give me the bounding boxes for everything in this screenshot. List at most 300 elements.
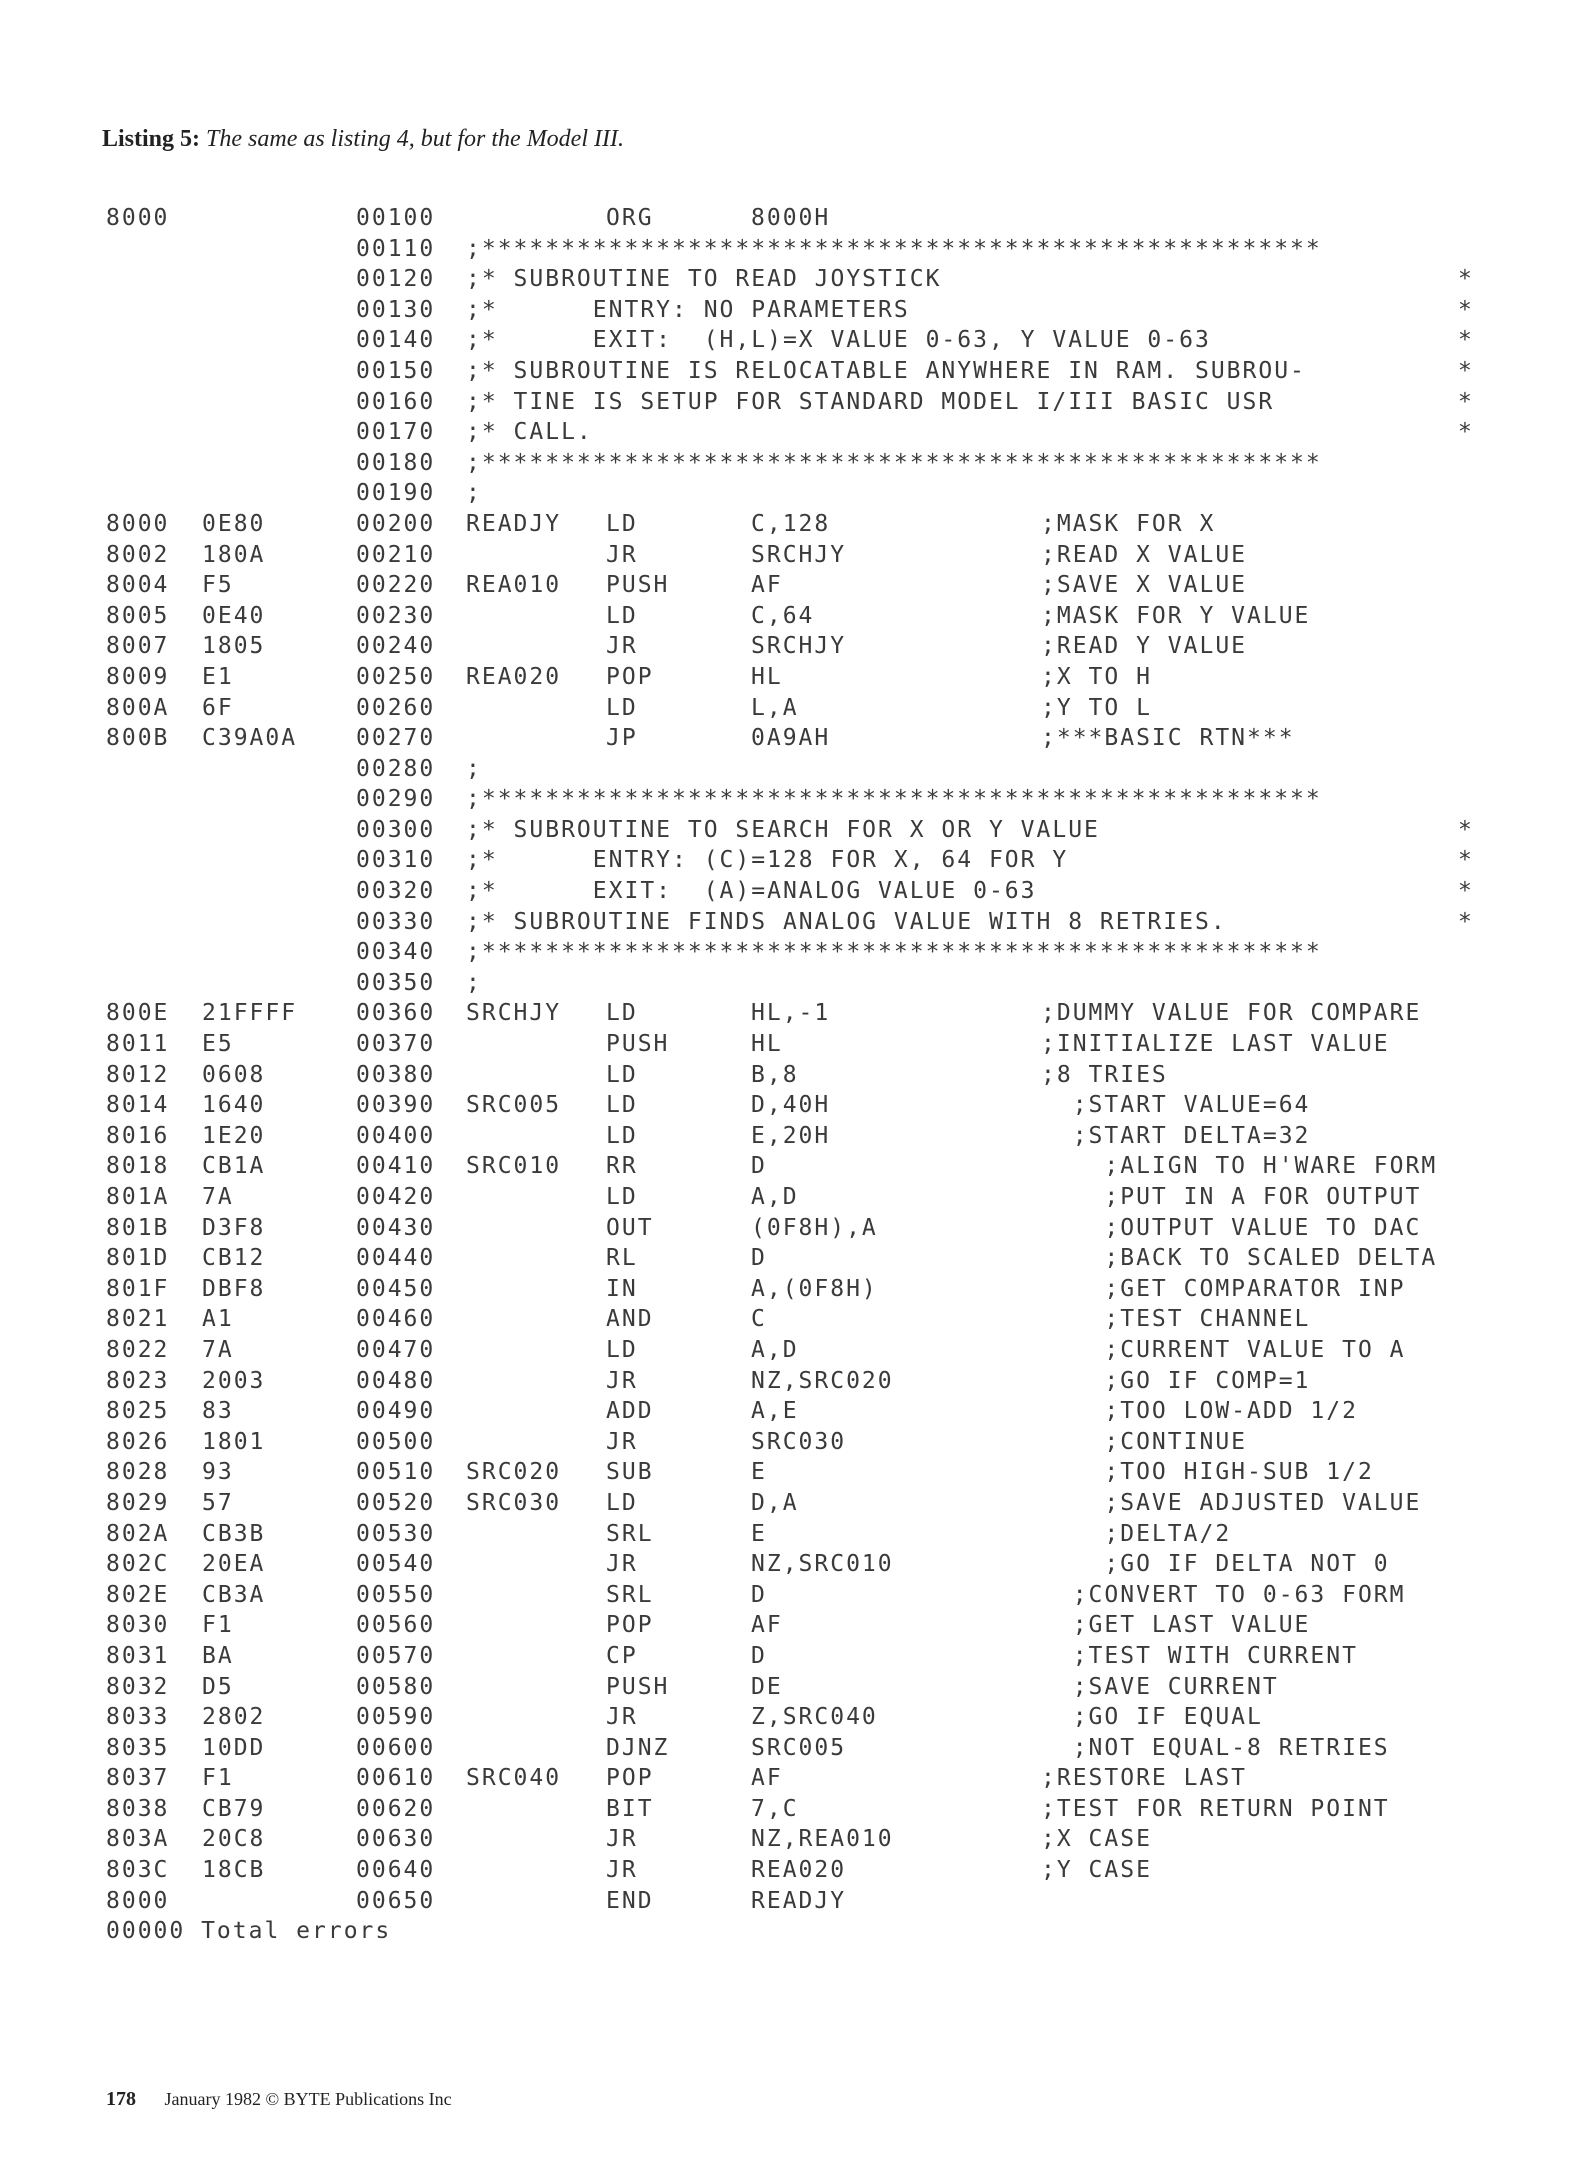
line-operand: C,128: [751, 510, 831, 537]
listing-line: [106, 570, 1506, 601]
listing-line: [106, 1121, 1506, 1152]
line-object-code: 1805: [202, 633, 266, 660]
line-label: REA020: [466, 663, 562, 690]
comment-block: ;* ENTRY: NO PARAMETERS: [466, 296, 910, 323]
line-number: 00210: [356, 541, 436, 568]
line-object-code: 10DD: [202, 1734, 266, 1761]
line-comment: ;RESTORE LAST: [1041, 1765, 1248, 1792]
caption-text: The same as listing 4, but for the Model III.: [206, 126, 624, 152]
line-object-code: 21FFFF: [202, 1000, 298, 1027]
comment-border-star: *: [1458, 816, 1474, 843]
line-number: 00520: [356, 1489, 436, 1516]
line-address: 8005: [106, 602, 170, 629]
line-operand: HL,-1: [751, 1000, 831, 1027]
line-operand: NZ,REA010: [751, 1826, 894, 1853]
comment-block: ;* EXIT: (A)=ANALOG VALUE 0-63: [466, 878, 1037, 905]
comment-block: ;* ENTRY: (C)=128 FOR X, 64 FOR Y: [466, 847, 1069, 874]
listing-line: [106, 845, 1506, 876]
line-operand: C,64: [751, 602, 815, 629]
comment-border-star: *: [1458, 847, 1474, 874]
page-footer: [106, 2088, 452, 2111]
line-operand: READJY: [751, 1887, 847, 1914]
line-number: 00380: [356, 1061, 436, 1088]
line-opcode: JR: [606, 1428, 638, 1455]
listing-line: [106, 1580, 1506, 1611]
listing-line: [106, 1427, 1506, 1458]
listing-line: [106, 1274, 1506, 1305]
line-number: 00650: [356, 1887, 436, 1914]
line-address: 801D: [106, 1245, 170, 1272]
line-address: 8009: [106, 663, 170, 690]
line-number: 00200: [356, 510, 436, 537]
line-number: 00130: [356, 296, 436, 323]
listing-line: [106, 1182, 1506, 1213]
line-comment: ;OUTPUT VALUE TO DAC: [1041, 1214, 1422, 1241]
line-address: 8014: [106, 1092, 170, 1119]
line-opcode: SRL: [606, 1520, 654, 1547]
listing-line: [106, 876, 1506, 907]
line-number: 00510: [356, 1459, 436, 1486]
line-operand: AF: [751, 1765, 783, 1792]
line-opcode: END: [606, 1887, 654, 1914]
line-opcode: POP: [606, 1612, 654, 1639]
line-address: 8018: [106, 1153, 170, 1180]
line-operand: REA020: [751, 1857, 847, 1884]
line-number: 00580: [356, 1673, 436, 1700]
listing-line: [106, 509, 1506, 540]
line-object-code: E5: [202, 1031, 234, 1058]
line-label: REA010: [466, 572, 562, 599]
comment-block: ;*****************************************************: [466, 786, 1322, 813]
line-object-code: CB79: [202, 1795, 266, 1822]
line-number: 00460: [356, 1306, 436, 1333]
line-address: 8007: [106, 633, 170, 660]
line-object-code: DBF8: [202, 1275, 266, 1302]
line-object-code: E1: [202, 663, 234, 690]
line-number: 00630: [356, 1826, 436, 1853]
line-opcode: ADD: [606, 1398, 654, 1425]
line-object-code: 1640: [202, 1092, 266, 1119]
line-comment: ;SAVE ADJUSTED VALUE: [1041, 1489, 1422, 1516]
listing-line: [106, 1396, 1506, 1427]
line-object-code: 83: [202, 1398, 234, 1425]
line-object-code: F1: [202, 1765, 234, 1792]
listing-line: [106, 1029, 1506, 1060]
line-address: 8011: [106, 1031, 170, 1058]
line-opcode: LD: [606, 1092, 638, 1119]
line-label: SRC030: [466, 1489, 562, 1516]
comment-block: ;* SUBROUTINE IS RELOCATABLE ANYWHERE IN RAM. SUBROU-: [466, 357, 1306, 384]
line-address: 8038: [106, 1795, 170, 1822]
line-comment: ;DELTA/2: [1041, 1520, 1232, 1547]
line-comment: ;TOO LOW-ADD 1/2: [1041, 1398, 1358, 1425]
line-object-code: 1801: [202, 1428, 266, 1455]
listing-line: [106, 203, 1506, 234]
listing-line: [106, 234, 1506, 265]
line-operand: E: [751, 1520, 767, 1547]
listing-line: [106, 295, 1506, 326]
listing-line: [106, 1672, 1506, 1703]
line-address: 801A: [106, 1184, 170, 1210]
line-number: 00500: [356, 1428, 436, 1455]
line-operand: D,40H: [751, 1092, 831, 1119]
line-number: 00530: [356, 1520, 436, 1547]
line-address: 8016: [106, 1122, 170, 1149]
comment-block: ;: [466, 480, 482, 507]
listing-line: [106, 1090, 1506, 1121]
listing-line: [106, 815, 1506, 846]
line-object-code: D5: [202, 1673, 234, 1700]
comment-border-star: *: [1458, 266, 1474, 293]
line-address: 8026: [106, 1428, 170, 1455]
listing-line: [106, 1335, 1506, 1366]
line-comment: ;SAVE X VALUE: [1041, 572, 1248, 599]
listing-line: [106, 631, 1506, 662]
comment-border-star: *: [1458, 908, 1474, 935]
comment-block: ;* SUBROUTINE TO SEARCH FOR X OR Y VALUE: [466, 816, 1100, 843]
line-opcode: OUT: [606, 1214, 654, 1241]
line-address: 8002: [106, 541, 170, 568]
error-summary-text: 00000 Total errors: [106, 1918, 392, 1945]
line-comment: ;BACK TO SCALED DELTA: [1041, 1245, 1438, 1272]
line-address: 800E: [106, 1000, 170, 1027]
line-opcode: RR: [606, 1153, 638, 1180]
line-number: 00550: [356, 1581, 436, 1608]
line-address: 801B: [106, 1214, 170, 1241]
comment-block: ;* TINE IS SETUP FOR STANDARD MODEL I/III BASIC USR: [466, 388, 1275, 415]
line-opcode: RL: [606, 1245, 638, 1272]
listing-line: [106, 478, 1506, 509]
line-number: 00640: [356, 1857, 436, 1884]
line-opcode: POP: [606, 663, 654, 690]
line-comment: ;TEST WITH CURRENT: [1041, 1642, 1358, 1669]
footer-text: January 1982 © BYTE Publications Inc: [164, 2089, 452, 2109]
line-object-code: 180A: [202, 541, 266, 568]
line-label: READJY: [466, 510, 562, 537]
line-number: 00600: [356, 1734, 436, 1761]
line-operand: D: [751, 1153, 767, 1180]
line-operand: NZ,SRC020: [751, 1367, 894, 1394]
listing-line: [106, 1060, 1506, 1091]
line-address: 802C: [106, 1551, 170, 1578]
line-opcode: AND: [606, 1306, 654, 1333]
line-number: 00190: [356, 480, 436, 507]
listing-line: [106, 448, 1506, 479]
listing-line: [106, 1855, 1506, 1886]
line-address: 803A: [106, 1826, 170, 1853]
line-comment: ;GO IF COMP=1: [1041, 1367, 1311, 1394]
line-number: 00260: [356, 694, 436, 721]
line-comment: ;PUT IN A FOR OUTPUT: [1041, 1184, 1422, 1210]
listing-line: [106, 1886, 1506, 1917]
line-number: 00410: [356, 1153, 436, 1180]
line-number: 00100: [356, 205, 436, 231]
listing-line: [106, 540, 1506, 571]
line-operand: 7,C: [751, 1795, 799, 1822]
line-operand: A,D: [751, 1336, 799, 1363]
line-address: 8022: [106, 1336, 170, 1363]
line-opcode: LD: [606, 694, 638, 721]
line-comment: ;8 TRIES: [1041, 1061, 1168, 1088]
line-operand: SRC030: [751, 1428, 847, 1455]
listing-line: [106, 968, 1506, 999]
line-number: 00560: [356, 1612, 436, 1639]
line-opcode: PUSH: [606, 1673, 670, 1700]
line-address: 8012: [106, 1061, 170, 1088]
listing-line: [106, 1304, 1506, 1335]
line-address: 803C: [106, 1857, 170, 1884]
line-operand: B,8: [751, 1061, 799, 1088]
line-address: 8025: [106, 1398, 170, 1425]
listing-line: [106, 264, 1506, 295]
line-number: 00180: [356, 449, 436, 476]
line-opcode: LD: [606, 1336, 638, 1363]
line-label: SRC005: [466, 1092, 562, 1119]
line-opcode: JR: [606, 1704, 638, 1731]
comment-border-star: *: [1458, 327, 1474, 354]
line-operand: NZ,SRC010: [751, 1551, 894, 1578]
line-operand: D: [751, 1642, 767, 1669]
line-opcode: LD: [606, 1489, 638, 1516]
line-number: 00390: [356, 1092, 436, 1119]
line-object-code: CB3A: [202, 1581, 266, 1608]
line-number: 00420: [356, 1184, 436, 1210]
comment-block: ;*****************************************************: [466, 449, 1322, 476]
line-comment: ;***BASIC RTN***: [1041, 725, 1295, 752]
comment-block: ;: [466, 755, 482, 782]
line-number: 00280: [356, 755, 436, 782]
line-opcode: POP: [606, 1765, 654, 1792]
listing-line: [106, 937, 1506, 968]
line-opcode: LD: [606, 1000, 638, 1027]
line-opcode: SUB: [606, 1459, 654, 1486]
line-address: 8004: [106, 572, 170, 599]
line-operand: A,E: [751, 1398, 799, 1425]
line-operand: HL: [751, 663, 783, 690]
line-address: 8028: [106, 1459, 170, 1486]
caption-label: Listing 5:: [102, 126, 201, 152]
line-number: 00320: [356, 878, 436, 905]
line-number: 00340: [356, 939, 436, 966]
line-opcode: PUSH: [606, 1031, 670, 1058]
comment-block: ;* SUBROUTINE TO READ JOYSTICK: [466, 266, 942, 293]
line-operand: E: [751, 1459, 767, 1486]
line-object-code: 20EA: [202, 1551, 266, 1578]
line-object-code: C39A0A: [202, 725, 298, 752]
line-opcode: JR: [606, 1551, 638, 1578]
line-number: 00480: [356, 1367, 436, 1394]
line-comment: ;CURRENT VALUE TO A: [1041, 1336, 1406, 1363]
listing-line: [106, 662, 1506, 693]
line-object-code: 0E40: [202, 602, 266, 629]
comment-border-star: *: [1458, 878, 1474, 905]
line-address: 8037: [106, 1765, 170, 1792]
listing-line: [106, 1151, 1506, 1182]
listing-line: [106, 1366, 1506, 1397]
line-opcode: SRL: [606, 1581, 654, 1608]
line-comment: ;SAVE CURRENT: [1041, 1673, 1279, 1700]
line-opcode: LD: [606, 1122, 638, 1149]
line-number: 00160: [356, 388, 436, 415]
listing-line: [106, 1519, 1506, 1550]
line-operand: HL: [751, 1031, 783, 1058]
line-number: 00360: [356, 1000, 436, 1027]
line-opcode: LD: [606, 602, 638, 629]
line-label: SRCHJY: [466, 1000, 562, 1027]
line-address: 8023: [106, 1367, 170, 1394]
line-number: 00470: [356, 1336, 436, 1363]
listing-line: [106, 723, 1506, 754]
line-number: 00620: [356, 1795, 436, 1822]
listing-line: [106, 784, 1506, 815]
line-label: SRC040: [466, 1765, 562, 1792]
line-object-code: A1: [202, 1306, 234, 1333]
line-number: 00350: [356, 969, 436, 996]
listing-line: [106, 1213, 1506, 1244]
comment-block: ;* SUBROUTINE FINDS ANALOG VALUE WITH 8 RETRIES.: [466, 908, 1227, 935]
line-object-code: CB3B: [202, 1520, 266, 1547]
error-summary: [106, 1916, 1506, 1947]
line-address: 8000: [106, 510, 170, 537]
line-number: 00450: [356, 1275, 436, 1302]
line-operand: C: [751, 1306, 767, 1333]
line-address: 8031: [106, 1642, 170, 1669]
listing-line: [106, 1794, 1506, 1825]
line-object-code: F5: [202, 572, 234, 599]
line-operand: A,(0F8H): [751, 1275, 878, 1302]
line-number: 00610: [356, 1765, 436, 1792]
listing-line: [106, 387, 1506, 418]
line-operand: AF: [751, 572, 783, 599]
line-number: 00250: [356, 663, 436, 690]
listing-line: [106, 1763, 1506, 1794]
comment-border-star: *: [1458, 419, 1474, 446]
listing-line: [106, 325, 1506, 356]
line-comment: ;X TO H: [1041, 663, 1152, 690]
line-comment: ;NOT EQUAL-8 RETRIES: [1041, 1734, 1390, 1761]
line-comment: ;READ Y VALUE: [1041, 633, 1248, 660]
line-opcode: JR: [606, 1367, 638, 1394]
line-object-code: F1: [202, 1612, 234, 1639]
line-comment: ;GO IF DELTA NOT 0: [1041, 1551, 1390, 1578]
line-number: 00220: [356, 572, 436, 599]
line-opcode: BIT: [606, 1795, 654, 1822]
line-object-code: 57: [202, 1489, 234, 1516]
line-number: 00110: [356, 235, 436, 262]
line-object-code: 7A: [202, 1184, 234, 1210]
line-opcode: JR: [606, 1826, 638, 1853]
line-number: 00170: [356, 419, 436, 446]
line-object-code: 1E20: [202, 1122, 266, 1149]
line-operand: 8000H: [751, 205, 831, 231]
line-number: 00270: [356, 725, 436, 752]
line-number: 00490: [356, 1398, 436, 1425]
line-comment: ;TEST CHANNEL: [1041, 1306, 1311, 1333]
line-comment: ;TEST FOR RETURN POINT: [1041, 1795, 1390, 1822]
line-object-code: 20C8: [202, 1826, 266, 1853]
line-object-code: D3F8: [202, 1214, 266, 1241]
line-opcode: LD: [606, 1184, 638, 1210]
listing-line: [106, 1457, 1506, 1488]
line-address: 802E: [106, 1581, 170, 1608]
line-operand: E,20H: [751, 1122, 831, 1149]
line-comment: ;CONTINUE: [1041, 1428, 1248, 1455]
line-object-code: CB12: [202, 1245, 266, 1272]
line-opcode: DJNZ: [606, 1734, 670, 1761]
line-operand: SRCHJY: [751, 541, 847, 568]
listing-line: [106, 1610, 1506, 1641]
listing-line: [106, 693, 1506, 724]
assembly-listing: [106, 203, 1506, 1947]
line-address: 8032: [106, 1673, 170, 1700]
listing-line: [106, 998, 1506, 1029]
page-number: 178: [106, 2088, 136, 2110]
line-number: 00300: [356, 816, 436, 843]
listing-line: [106, 1824, 1506, 1855]
line-opcode: JP: [606, 725, 638, 752]
line-operand: (0F8H),A: [751, 1214, 878, 1241]
line-operand: SRC005: [751, 1734, 847, 1761]
comment-border-star: *: [1458, 388, 1474, 415]
line-object-code: 2802: [202, 1704, 266, 1731]
line-number: 00430: [356, 1214, 436, 1241]
line-address: 8033: [106, 1704, 170, 1731]
comment-block: ;* CALL.: [466, 419, 593, 446]
listing-line: [106, 1702, 1506, 1733]
line-comment: ;INITIALIZE LAST VALUE: [1041, 1031, 1390, 1058]
line-comment: ;GET COMPARATOR INP: [1041, 1275, 1406, 1302]
listing-caption: [102, 126, 624, 153]
line-comment: ;DUMMY VALUE FOR COMPARE: [1041, 1000, 1422, 1027]
line-number: 00400: [356, 1122, 436, 1149]
line-number: 00570: [356, 1642, 436, 1669]
line-object-code: 6F: [202, 694, 234, 721]
line-number: 00120: [356, 266, 436, 293]
line-number: 00230: [356, 602, 436, 629]
line-comment: ;GET LAST VALUE: [1041, 1612, 1311, 1639]
line-number: 00330: [356, 908, 436, 935]
comment-block: ;: [466, 969, 482, 996]
line-object-code: 7A: [202, 1336, 234, 1363]
line-number: 00140: [356, 327, 436, 354]
line-comment: ;ALIGN TO H'WARE FORM: [1041, 1153, 1438, 1180]
line-operand: 0A9AH: [751, 725, 831, 752]
line-number: 00540: [356, 1551, 436, 1578]
line-address: 800A: [106, 694, 170, 721]
listing-line: [106, 356, 1506, 387]
line-comment: ;MASK FOR Y VALUE: [1041, 602, 1311, 629]
line-comment: ;MASK FOR X: [1041, 510, 1216, 537]
line-opcode: LD: [606, 510, 638, 537]
line-opcode: LD: [606, 1061, 638, 1088]
line-operand: D: [751, 1581, 767, 1608]
listing-line: [106, 1488, 1506, 1519]
comment-block: ;*****************************************************: [466, 235, 1322, 262]
comment-border-star: *: [1458, 296, 1474, 323]
line-number: 00370: [356, 1031, 436, 1058]
line-address: 8035: [106, 1734, 170, 1761]
line-operand: A,D: [751, 1184, 799, 1210]
line-number: 00590: [356, 1704, 436, 1731]
line-number: 00290: [356, 786, 436, 813]
line-comment: ;READ X VALUE: [1041, 541, 1248, 568]
line-operand: L,A: [751, 694, 799, 721]
line-opcode: ORG: [606, 205, 654, 231]
line-operand: DE: [751, 1673, 783, 1700]
line-number: 00240: [356, 633, 436, 660]
line-address: 8021: [106, 1306, 170, 1333]
line-object-code: CB1A: [202, 1153, 266, 1180]
